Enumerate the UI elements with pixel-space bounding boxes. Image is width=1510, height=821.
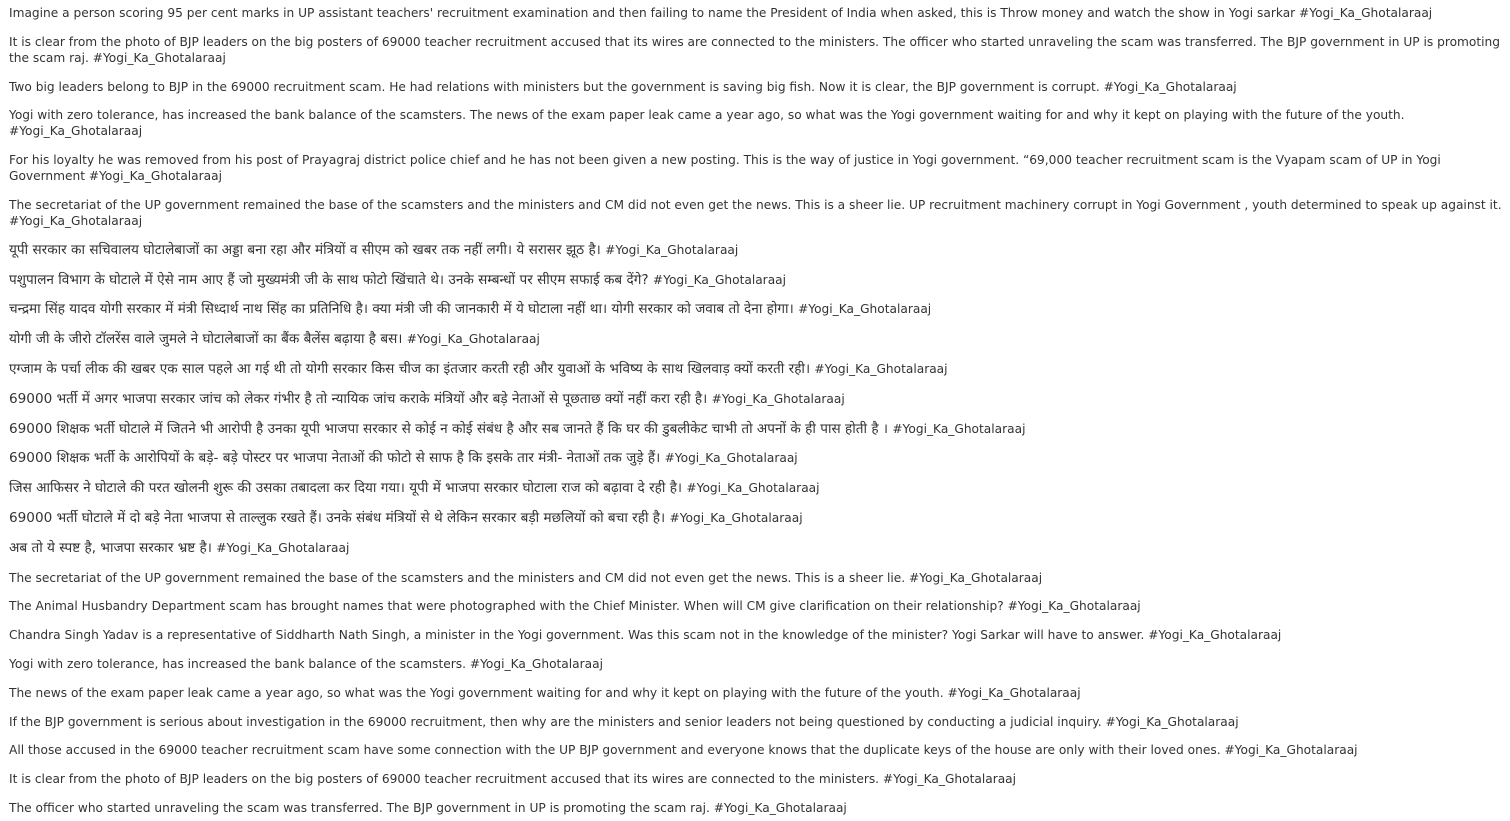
- hashtag: #Yogi_Ka_Ghotalaraaj: [216, 540, 350, 555]
- post-text-hindi: [9, 272, 1502, 289]
- post-body: 69000 भर्ती में अगर भाजपा सरकार जांच को लेकर गंभीर है तो न्यायिक जांच कराके मंत्रियों और बड़े नेताओं से पूछताछ क्यों नहीं करा रही है।: [9, 390, 708, 407]
- post-body: यूपी सरकार का सचिवालय घोटालेबाजों का अड्डा बना रहा और मंत्रियों व सीएम को खबर तक नहीं लगी। ये सरासर झूठ है।: [9, 241, 601, 258]
- post-body: चन्द्रमा सिंह यादव योगी सरकार में मंत्री सिध्दार्थ नाथ सिंह का प्रतिनिधि है। क्या मंत्री जी की जानकारी में ये घोटाला नहीं था। योगी सरकार को जवाब तो देना होगा।: [9, 301, 794, 318]
- post-body: 69000 शिक्षक भर्ती घोटाले में जितने भी आरोपी है उनका यूपी भाजपा सरकार से कोई न कोई संबंध है और सब जानते हैं कि घर की डुबलीकेट चाभी तो अपनों के ही पास होती है ।: [9, 420, 889, 437]
- post-text: It is clear from the photo of BJP leaders on the big posters of 69000 teacher recruitment accused that its wires are connected to the ministers. #Yogi_Ka_Ghotalaraaj: [9, 772, 1017, 787]
- post-text-hindi: [9, 480, 1502, 497]
- hashtag: #Yogi_Ka_Ghotalaraaj: [798, 302, 932, 317]
- post-text: Chandra Singh Yadav is a representative of Siddharth Nath Singh, a minister in the Yogi government. Was this scam not in the knowledge of the minister? Yogi Sarkar will have to answer. #Yogi_Ka_Ghotalaraaj: [9, 628, 1282, 643]
- post-text: The officer who started unraveling the scam was transferred. The BJP government in UP is promoting the scam raj. #Yogi_Ka_Ghotalaraaj: [9, 800, 847, 815]
- post-body: अब तो ये स्पष्ट है, भाजपा सरकार भ्रष्ट है।: [9, 539, 212, 556]
- post-text: The news of the exam paper leak came a year ago, so what was the Yogi government waiting for and why it kept on playing with the future of the youth. #Yogi_Ka_Ghotalaraaj: [9, 685, 1081, 700]
- post-body: पशुपालन विभाग के घोटाले में ऐसे नाम आए हैं जो मुख्यमंत्री जी के साथ फोटो खिंचाते थे। उनके सम्बन्धों पर सीएम सफाई कब देंगे?: [9, 271, 649, 288]
- hashtag: #Yogi_Ka_Ghotalaraaj: [652, 272, 787, 287]
- post-text-hindi: [9, 361, 1502, 378]
- hashtag: #Yogi_Ka_Ghotalaraaj: [711, 391, 845, 406]
- post-text: Two big leaders belong to BJP in the 69000 recruitment scam. He had relations with ministers but the government is saving big fish. Now it is clear, the BJP government is corrupt. #Yogi_Ka_Ghotalaraaj: [9, 79, 1237, 94]
- post-body: 69000 शिक्षक भर्ती के आरोपियों के बड़े- बड़े पोस्टर पर भाजपा नेताओं की फोटो से साफ है कि इसके तार मंत्री- नेताओं तक जुड़े हैं।: [9, 450, 661, 467]
- hashtag: #Yogi_Ka_Ghotalaraaj: [664, 451, 798, 466]
- hashtag: #Yogi_Ka_Ghotalaraaj: [669, 510, 803, 525]
- post-text: Imagine a person scoring 95 per cent marks in UP assistant teachers' recruitment examination and then failing to name the President of India when asked, this is Throw money and watch the show in Yogi sarkar #Yogi_Ka_Ghotalaraaj: [9, 6, 1433, 20]
- post-body: योगी जी के जीरो टॉलरेंस वाले जुमले ने घोटालेबाजों का बैंक बैलेंस बढ़ाया है बस।: [9, 331, 403, 348]
- post-body: जिस आफिसर ने घोटाले की परत खोलनी शुरू की उसका तबादला कर दिया गया। यूपी में भाजपा सरकार घोटाला राज को बढ़ावा दे रही है।: [9, 480, 683, 497]
- post-text: Yogi with zero tolerance, has increased the bank balance of the scamsters. #Yogi_Ka_Ghotalaraaj: [9, 656, 603, 671]
- hashtag: #Yogi_Ka_Ghotalaraaj: [605, 242, 739, 257]
- hashtag: #Yogi_Ka_Ghotalaraaj: [686, 481, 820, 496]
- post-text: If the BJP government is serious about investigation in the 69000 recruitment, then why are the ministers and senior leaders not being questioned by conducting a judicial inquiry. #Yogi_Ka_Ghotalaraaj: [9, 714, 1239, 729]
- post-body: 69000 भर्ती घोटाले में दो बड़े नेता भाजपा से ताल्लुक रखते हैं। उनके संबंध मंत्रियों से थे लेकिन सरकार बड़ी मछलियों को बचा रही है।: [9, 509, 666, 526]
- post-text-hindi: [9, 301, 1502, 318]
- post-text-hindi: [9, 242, 1502, 259]
- post-text-hindi: [9, 510, 1502, 527]
- hashtag: #Yogi_Ka_Ghotalaraaj: [406, 332, 540, 347]
- hashtag: #Yogi_Ka_Ghotalaraaj: [892, 421, 1026, 436]
- post-text: Yogi with zero tolerance, has increased the bank balance of the scamsters. The news of the exam paper leak came a year ago, so what was the Yogi government waiting for and why it kept on playing with the future of the youth. #Yogi_Ka_Ghotalaraaj: [9, 108, 1405, 139]
- post-text: The Animal Husbandry Department scam has brought names that were photographed with the Chief Minister. When will CM give clarification on their relationship? #Yogi_Ka_Ghotalaraaj: [9, 599, 1141, 614]
- post-text: For his loyalty he was removed from his post of Prayagraj district police chief and he has not been given a new posting. This is the way of justice in Yogi government. “69,000 teacher recruitment scam is the Vyapam scam of UP in Yogi Government #Yogi_Ka_Ghotalaraaj: [9, 153, 1441, 184]
- post-text-hindi: [9, 450, 1502, 467]
- post-text-hindi: [9, 391, 1502, 408]
- post-text: The secretariat of the UP government remained the base of the scamsters and the ministers and CM did not even get the news. This is a sheer lie. UP recruitment machinery corrupt in Yogi Government , youth determined to speak up against it. #Yogi_Ka_Ghotalaraaj: [9, 197, 1502, 228]
- post-text: It is clear from the photo of BJP leaders on the big posters of 69000 teacher recruitment accused that its wires are connected to the ministers. The officer who started unraveling the scam was transferred. The BJP government in UP is promoting the scam raj. #Yogi_Ka_Ghotalaraaj: [9, 34, 1501, 65]
- post-body: एग्जाम के पर्चा लीक की खबर एक साल पहले आ गई थी तो योगी सरकार किस चीज का इंतजार करती रही और युवाओं के भविष्य के साथ खिलवाड़ क्यों करती रही।: [9, 360, 811, 377]
- post-text-hindi: [9, 331, 1502, 348]
- post-text: The secretariat of the UP government remained the base of the scamsters and the ministers and CM did not even get the news. This is a sheer lie. #Yogi_Ka_Ghotalaraaj: [9, 570, 1043, 585]
- post-text-hindi: [9, 421, 1502, 438]
- post-text-hindi: [9, 540, 1502, 557]
- post-text: All those accused in the 69000 teacher recruitment scam have some connection with the UP BJP government and everyone knows that the duplicate keys of the house are only with their loved ones. #Yogi_Ka_Ghotalaraaj: [9, 743, 1358, 758]
- hashtag: #Yogi_Ka_Ghotalaraaj: [814, 361, 948, 376]
